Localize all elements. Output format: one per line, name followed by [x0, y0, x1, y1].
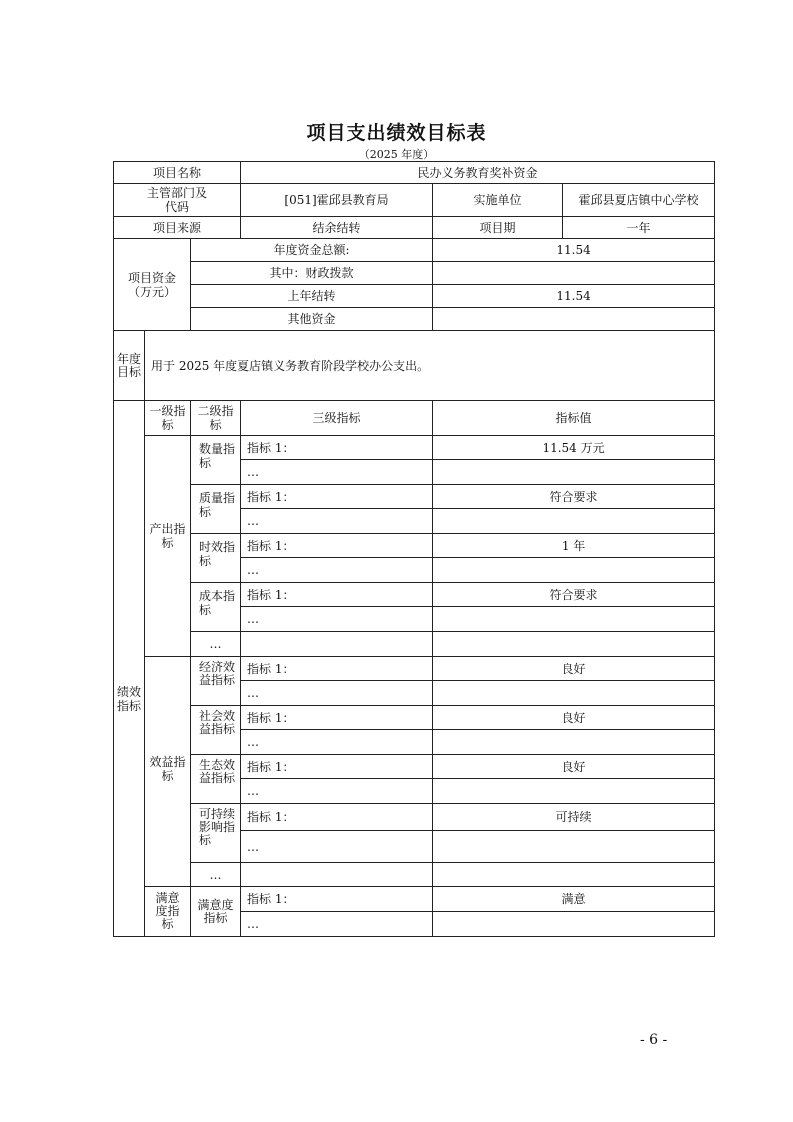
row-project-name — [114, 162, 715, 184]
timeliness-item: 指标 1： — [241, 534, 433, 558]
table-row — [114, 755, 715, 779]
cost-indicator-label: 成本指标 — [191, 583, 241, 632]
funds-prev-label: 上年结转 — [191, 285, 433, 308]
row-source — [114, 217, 715, 239]
table-row — [114, 887, 715, 912]
table-row — [114, 436, 715, 460]
quantity-ellipsis: … — [241, 460, 433, 485]
project-period-label: 项目期 — [433, 217, 563, 239]
economic-indicator-label: 经济效益指标 — [191, 657, 241, 706]
ecological-ellipsis: … — [241, 779, 433, 804]
empty-cell — [433, 912, 715, 937]
row-annual-goal — [114, 331, 715, 401]
quality-value: 符合要求 — [433, 485, 715, 509]
page-title: 项目支出绩效目标表 — [306, 122, 487, 144]
social-value: 良好 — [433, 706, 715, 730]
social-ellipsis: … — [241, 730, 433, 755]
project-source-value: 结余结转 — [241, 217, 433, 239]
funds-total-value: 11.54 — [433, 239, 715, 262]
timeliness-value: 1 年 — [433, 534, 715, 558]
table-row — [114, 863, 715, 887]
quantity-item: 指标 1： — [241, 436, 433, 460]
empty-cell — [433, 632, 715, 657]
cost-ellipsis: … — [241, 607, 433, 632]
annual-goal-text: 用于 2025 年度夏店镇义务教育阶段学校办公支出。 — [145, 331, 715, 401]
benefit-indicators-label: 效益指标 — [145, 657, 191, 887]
output-indicators-label: 产出指标 — [145, 436, 191, 657]
project-period-value: 一年 — [563, 217, 715, 239]
funds-prev-value: 11.54 — [433, 285, 715, 308]
funds-fiscal-value — [433, 262, 715, 285]
funds-other-label: 其他资金 — [191, 308, 433, 331]
social-item: 指标 1： — [241, 706, 433, 730]
satisfaction-sub-label: 满意度指标 — [191, 887, 241, 937]
table-row — [114, 706, 715, 730]
implementing-unit-value: 霍邱县夏店镇中心学校 — [563, 184, 715, 217]
economic-value: 良好 — [433, 657, 715, 681]
row-indicator-headers — [114, 401, 715, 436]
department-value: [051]霍邱县教育局 — [241, 184, 433, 217]
annual-goal-label: 年度目标 — [114, 331, 145, 401]
quality-item: 指标 1： — [241, 485, 433, 509]
empty-cell — [433, 558, 715, 583]
ecological-indicator-label: 生态效益指标 — [191, 755, 241, 804]
satisfaction-item: 指标 1： — [241, 887, 433, 912]
empty-cell — [433, 779, 715, 804]
row-funds-total — [114, 239, 715, 262]
project-name-label: 项目名称 — [114, 162, 241, 184]
timeliness-indicator-label: 时效指标 — [191, 534, 241, 583]
table-row — [114, 632, 715, 657]
benefit-more-ellipsis: … — [191, 863, 241, 887]
row-department — [114, 184, 715, 217]
funds-label: 项目资金（万元） — [114, 239, 191, 331]
department-label: 主管部门及代码 — [114, 184, 241, 217]
empty-cell — [433, 681, 715, 706]
satisfaction-ellipsis: … — [241, 912, 433, 937]
cost-item: 指标 1： — [241, 583, 433, 607]
empty-cell — [433, 607, 715, 632]
header-level1: 一级指标 — [145, 401, 191, 436]
funds-total-label: 年度资金总额: — [191, 239, 433, 262]
page-subtitle: （2025 年度） — [358, 148, 435, 161]
performance-indicators-label: 绩效指标 — [114, 401, 145, 937]
table-row — [114, 485, 715, 509]
funds-fiscal-label: 其中：财政拨款 — [191, 262, 433, 285]
empty-cell — [433, 730, 715, 755]
sustainable-item: 指标 1： — [241, 804, 433, 831]
header-level3: 三级指标 — [241, 401, 433, 436]
cost-value: 符合要求 — [433, 583, 715, 607]
empty-cell — [433, 831, 715, 863]
economic-item: 指标 1： — [241, 657, 433, 681]
ecological-value: 良好 — [433, 755, 715, 779]
quality-ellipsis: … — [241, 509, 433, 534]
empty-cell — [433, 509, 715, 534]
performance-table — [113, 161, 715, 937]
header-level2: 二级指标 — [191, 401, 241, 436]
ecological-item: 指标 1： — [241, 755, 433, 779]
header-value: 指标值 — [433, 401, 715, 436]
row-funds-other — [114, 308, 715, 331]
page-number: - 6 - — [640, 1032, 668, 1048]
implementing-unit-label: 实施单位 — [433, 184, 563, 217]
row-funds-fiscal — [114, 262, 715, 285]
economic-ellipsis: … — [241, 681, 433, 706]
social-indicator-label: 社会效益指标 — [191, 706, 241, 755]
quantity-indicator-label: 数量指标 — [191, 436, 241, 485]
empty-cell — [241, 632, 433, 657]
sustainable-ellipsis: … — [241, 831, 433, 863]
empty-cell — [241, 863, 433, 887]
row-funds-prev — [114, 285, 715, 308]
project-source-label: 项目来源 — [114, 217, 241, 239]
timeliness-ellipsis: … — [241, 558, 433, 583]
quality-indicator-label: 质量指标 — [191, 485, 241, 534]
funds-other-value — [433, 308, 715, 331]
table-row — [114, 804, 715, 831]
empty-cell — [433, 863, 715, 887]
table-row — [114, 657, 715, 681]
quantity-value: 11.54 万元 — [433, 436, 715, 460]
sustainable-value: 可持续 — [433, 804, 715, 831]
empty-cell — [433, 460, 715, 485]
satisfaction-indicators-label: 满意度指标 — [145, 887, 191, 937]
output-more-ellipsis: … — [191, 632, 241, 657]
table-row — [114, 583, 715, 607]
sustainable-indicator-label: 可持续影响指标 — [191, 804, 241, 863]
table-row — [114, 534, 715, 558]
satisfaction-value: 满意 — [433, 887, 715, 912]
project-name-value: 民办义务教育奖补资金 — [241, 162, 715, 184]
